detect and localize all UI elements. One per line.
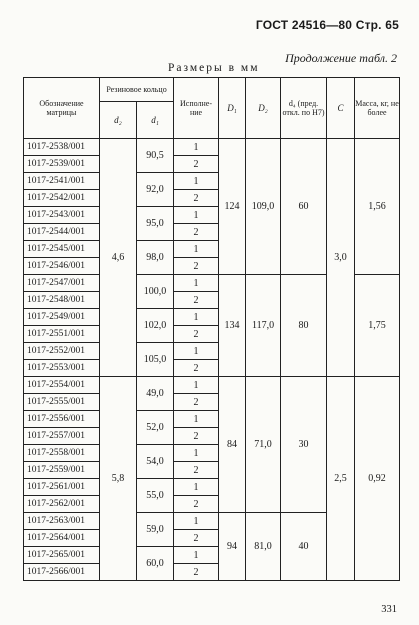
execution-cell: 2: [174, 564, 219, 581]
dimensions-label: Размеры в мм: [168, 62, 260, 74]
col-d1: d₁: [137, 102, 174, 139]
col-d4: d₄ (пред. откл. по Н7): [281, 78, 327, 139]
execution-cell: 1: [174, 309, 219, 326]
D2-cell: 117,0: [246, 275, 281, 377]
execution-cell: 2: [174, 292, 219, 309]
execution-cell: 1: [174, 207, 219, 224]
D1-cell: 84: [219, 377, 246, 513]
d1-cell: 92,0: [137, 173, 174, 207]
designation-cell: 1017-2542/001: [24, 190, 100, 207]
designation-cell: 1017-2552/001: [24, 343, 100, 360]
col-C: C: [327, 78, 355, 139]
col-execution: Исполне-ние: [174, 78, 219, 139]
col-d2: d₂: [100, 102, 137, 139]
designation-cell: 1017-2545/001: [24, 241, 100, 258]
designation-cell: 1017-2561/001: [24, 479, 100, 496]
designation-cell: 1017-2563/001: [24, 513, 100, 530]
designation-cell: 1017-2557/001: [24, 428, 100, 445]
execution-cell: 1: [174, 241, 219, 258]
designation-cell: 1017-2564/001: [24, 530, 100, 547]
designation-cell: 1017-2558/001: [24, 445, 100, 462]
execution-cell: 2: [174, 326, 219, 343]
D1-cell: 134: [219, 275, 246, 377]
d1-cell: 49,0: [137, 377, 174, 411]
execution-cell: 2: [174, 496, 219, 513]
matrix-dimensions-table: [23, 77, 400, 581]
execution-cell: 2: [174, 462, 219, 479]
d1-cell: 95,0: [137, 207, 174, 241]
execution-cell: 1: [174, 275, 219, 292]
designation-cell: 1017-2555/001: [24, 394, 100, 411]
C-cell: 2,5: [327, 377, 355, 581]
designation-cell: 1017-2539/001: [24, 156, 100, 173]
d4-cell: 30: [281, 377, 327, 513]
execution-cell: 2: [174, 156, 219, 173]
d1-cell: 105,0: [137, 343, 174, 377]
d4-cell: 60: [281, 139, 327, 275]
D2-cell: 71,0: [246, 377, 281, 513]
d4-cell: 80: [281, 275, 327, 377]
designation-cell: 1017-2538/001: [24, 139, 100, 156]
designation-cell: 1017-2554/001: [24, 377, 100, 394]
execution-cell: 2: [174, 428, 219, 445]
D1-cell: 124: [219, 139, 246, 275]
d1-cell: 54,0: [137, 445, 174, 479]
d1-cell: 98,0: [137, 241, 174, 275]
execution-cell: 2: [174, 224, 219, 241]
execution-cell: 1: [174, 445, 219, 462]
designation-cell: 1017-2549/001: [24, 309, 100, 326]
execution-cell: 1: [174, 479, 219, 496]
execution-cell: 2: [174, 190, 219, 207]
designation-cell: 1017-2556/001: [24, 411, 100, 428]
d1-cell: 102,0: [137, 309, 174, 343]
execution-cell: 1: [174, 513, 219, 530]
col-rubber-ring: Резиновое кольцо: [100, 78, 174, 102]
designation-cell: 1017-2541/001: [24, 173, 100, 190]
d1-cell: 52,0: [137, 411, 174, 445]
designation-cell: 1017-2548/001: [24, 292, 100, 309]
d2-cell: 4,6: [100, 139, 137, 377]
D1-cell: 94: [219, 513, 246, 581]
designation-cell: 1017-2562/001: [24, 496, 100, 513]
D2-cell: 109,0: [246, 139, 281, 275]
designation-cell: 1017-2547/001: [24, 275, 100, 292]
designation-cell: 1017-2553/001: [24, 360, 100, 377]
execution-cell: 1: [174, 411, 219, 428]
designation-cell: 1017-2546/001: [24, 258, 100, 275]
execution-cell: 2: [174, 394, 219, 411]
d1-cell: 60,0: [137, 547, 174, 581]
col-D2: D₂: [246, 78, 281, 139]
execution-cell: 1: [174, 139, 219, 156]
mass-cell: 0,92: [355, 377, 400, 581]
d1-cell: 100,0: [137, 275, 174, 309]
C-cell: 3,0: [327, 139, 355, 377]
d1-cell: 55,0: [137, 479, 174, 513]
table-continuation-label: Продолжение табл. 2: [285, 51, 397, 65]
standard-header: ГОСТ 24516—80 Стр. 65: [255, 18, 399, 32]
d1-cell: 90,5: [137, 139, 174, 173]
designation-cell: 1017-2565/001: [24, 547, 100, 564]
designation-cell: 1017-2544/001: [24, 224, 100, 241]
execution-cell: 2: [174, 530, 219, 547]
execution-cell: 1: [174, 377, 219, 394]
mass-cell: 1,75: [355, 275, 400, 377]
d4-cell: 40: [281, 513, 327, 581]
page-number: 331: [381, 604, 397, 615]
execution-cell: 1: [174, 173, 219, 190]
col-D1: D₁: [219, 78, 246, 139]
execution-cell: 2: [174, 360, 219, 377]
designation-cell: 1017-2566/001: [24, 564, 100, 581]
execution-cell: 1: [174, 343, 219, 360]
mass-cell: 1,56: [355, 139, 400, 275]
designation-cell: 1017-2551/001: [24, 326, 100, 343]
designation-cell: 1017-2559/001: [24, 462, 100, 479]
D2-cell: 81,0: [246, 513, 281, 581]
d2-cell: 5,8: [100, 377, 137, 581]
execution-cell: 2: [174, 258, 219, 275]
designation-cell: 1017-2543/001: [24, 207, 100, 224]
col-mass: Масса, кг, не более: [355, 78, 400, 139]
execution-cell: 1: [174, 547, 219, 564]
d1-cell: 59,0: [137, 513, 174, 547]
col-designation: Обозначение матрицы: [24, 78, 100, 139]
